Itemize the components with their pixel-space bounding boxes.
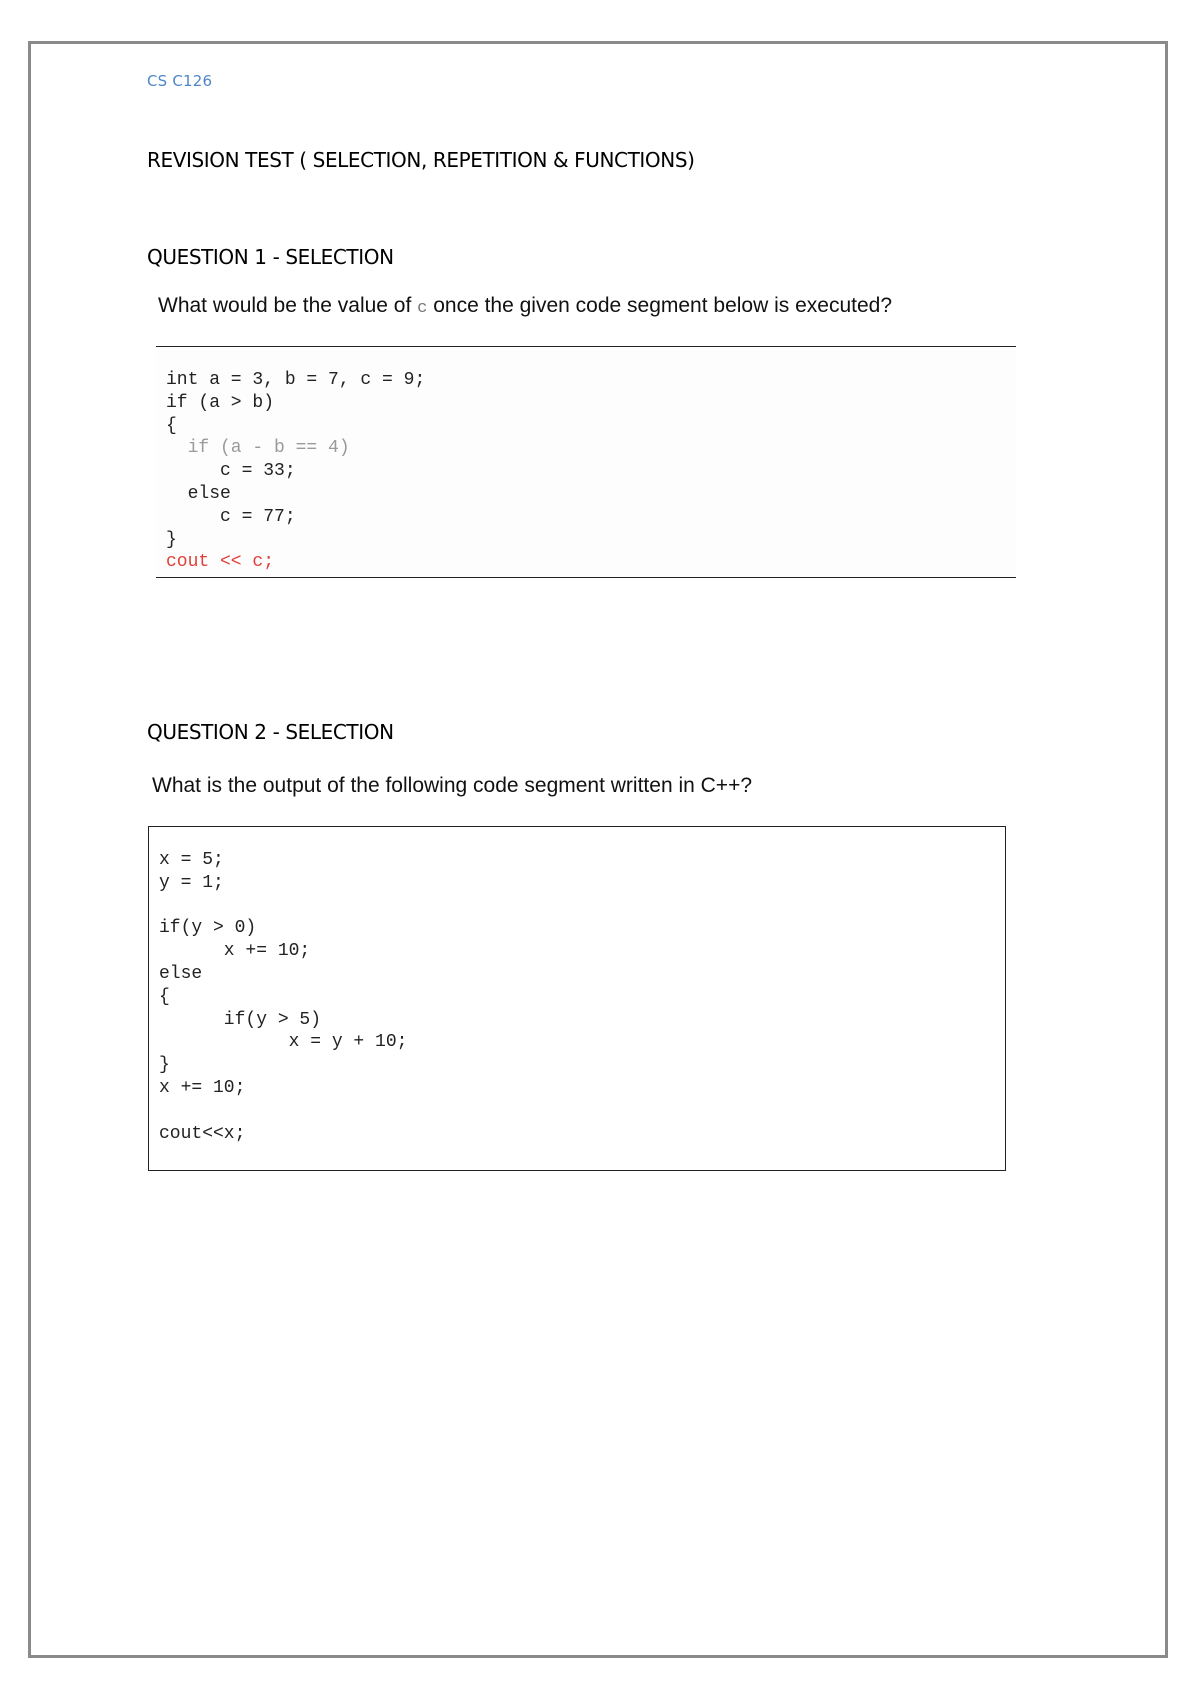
code-line: int a = 3, b = 7, c = 9;	[166, 370, 426, 390]
code-line: c = 77;	[166, 506, 296, 527]
question-1-prompt-variable: c	[417, 299, 428, 318]
code-line: x = y + 10;	[159, 1032, 408, 1053]
question-2-heading: QUESTION 2 - SELECTION	[147, 720, 394, 744]
code-line-output: cout << c;	[166, 552, 275, 573]
code-line: if(y > 5)	[159, 1009, 322, 1030]
question-1-code	[166, 369, 425, 574]
code-line: {	[159, 986, 170, 1007]
question-1-prompt-start: What would be the value of	[158, 294, 418, 317]
question-1-code-block	[156, 346, 1016, 578]
code-line: {	[166, 415, 177, 436]
code-line: x = 5;	[159, 850, 224, 870]
code-line: cout<<x;	[159, 1123, 246, 1144]
code-blank-line	[159, 895, 407, 918]
course-code: CS C126	[147, 72, 213, 90]
question-1-prompt	[158, 294, 892, 318]
code-line: x += 10;	[159, 1077, 246, 1098]
code-line: else	[159, 963, 203, 984]
question-2-code-block	[148, 826, 1006, 1171]
code-line: y = 1;	[159, 872, 224, 893]
question-2-code	[159, 849, 407, 1145]
code-blank-line	[159, 1100, 407, 1123]
code-line: if (a - b == 4)	[166, 438, 350, 459]
code-line: }	[166, 529, 177, 550]
code-line: x += 10;	[159, 941, 311, 962]
code-line: if (a > b)	[166, 392, 275, 413]
code-line: }	[159, 1055, 170, 1076]
question-2-prompt: What is the output of the following code segment written in C++?	[152, 774, 753, 797]
code-line: if(y > 0)	[159, 918, 257, 939]
question-1-prompt-end: once the given code segment below is executed?	[427, 294, 893, 317]
question-1-heading: QUESTION 1 - SELECTION	[147, 245, 394, 269]
document-title: REVISION TEST ( SELECTION, REPETITION & FUNCTIONS)	[147, 148, 695, 172]
code-line: else	[166, 483, 231, 504]
code-line: c = 33;	[166, 461, 296, 482]
